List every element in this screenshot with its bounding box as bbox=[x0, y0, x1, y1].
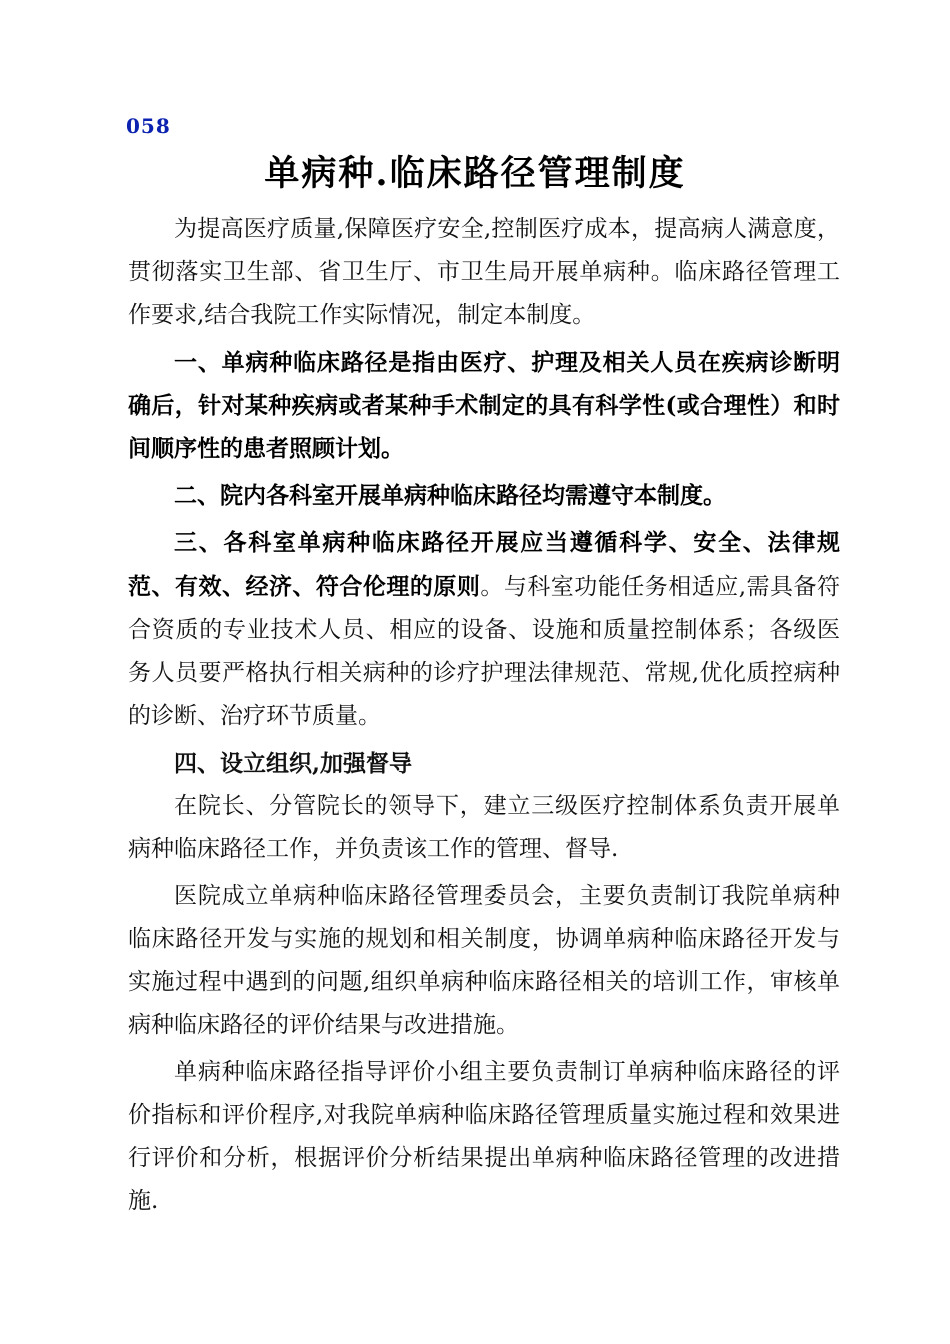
document-number: 058 bbox=[126, 114, 171, 138]
section-4-heading: 四、设立组织,加强督导 bbox=[174, 750, 413, 777]
page-title: 单病种.临床路径管理制度 bbox=[264, 153, 686, 194]
section-3-text: 。与科室功能任务相适应,需具备符合资质的专业技术人员、相应的设备、设施和质量控制体系；各级医务人员要严格执行相关病种的诊疗护理法律规范、常规,优化质控病种的诊断、治疗环节质量。 bbox=[128, 574, 840, 729]
document-body bbox=[128, 208, 840, 1223]
section-2: 二、院内各科室开展单病种临床路径均需遵守本制度。 bbox=[174, 482, 726, 509]
section-3-bold-text: 三、各科室单病种临床路径开展应当遵循科学、安全、法律规范、有效、经济、符合伦理的原则 bbox=[128, 529, 840, 600]
section-3 bbox=[128, 521, 840, 738]
section-4-paragraph-3: 单病种临床路径指导评价小组主要负责制订单病种临床路径的评价指标和评价程序,对我院单病种临床路径管理质量实施过程和效果进行评价和分析，根据评价分析结果提出单病种临床路径管理的改进措施. bbox=[128, 1059, 840, 1214]
section-4-paragraph-2: 医院成立单病种临床路径管理委员会，主要负责制订我院单病种临床路径开发与实施的规划和相关制度，协调单病种临床路径开发与实施过程中遇到的问题,组织单病种临床路径相关的培训工作，审核单病种临床路径的评价结果与改进措施。 bbox=[128, 883, 840, 1038]
intro-paragraph: 为提高医疗质量,保障医疗安全,控制医疗成本，提高病人满意度，贯彻落实卫生部、省卫生厅、市卫生局开展单病种。临床路径管理工作要求,结合我院工作实际情况，制定本制度。 bbox=[128, 216, 840, 328]
section-1: 一、单病种临床路径是指由医疗、护理及相关人员在疾病诊断明确后，针对某种疾病或者某种手术制定的具有科学性(或合理性）和时间顺序性的患者照顾计划。 bbox=[128, 349, 840, 462]
section-4-paragraph-1: 在院长、分管院长的领导下，建立三级医疗控制体系负责开展单病种临床路径工作，并负责该工作的管理、督导. bbox=[128, 793, 840, 862]
